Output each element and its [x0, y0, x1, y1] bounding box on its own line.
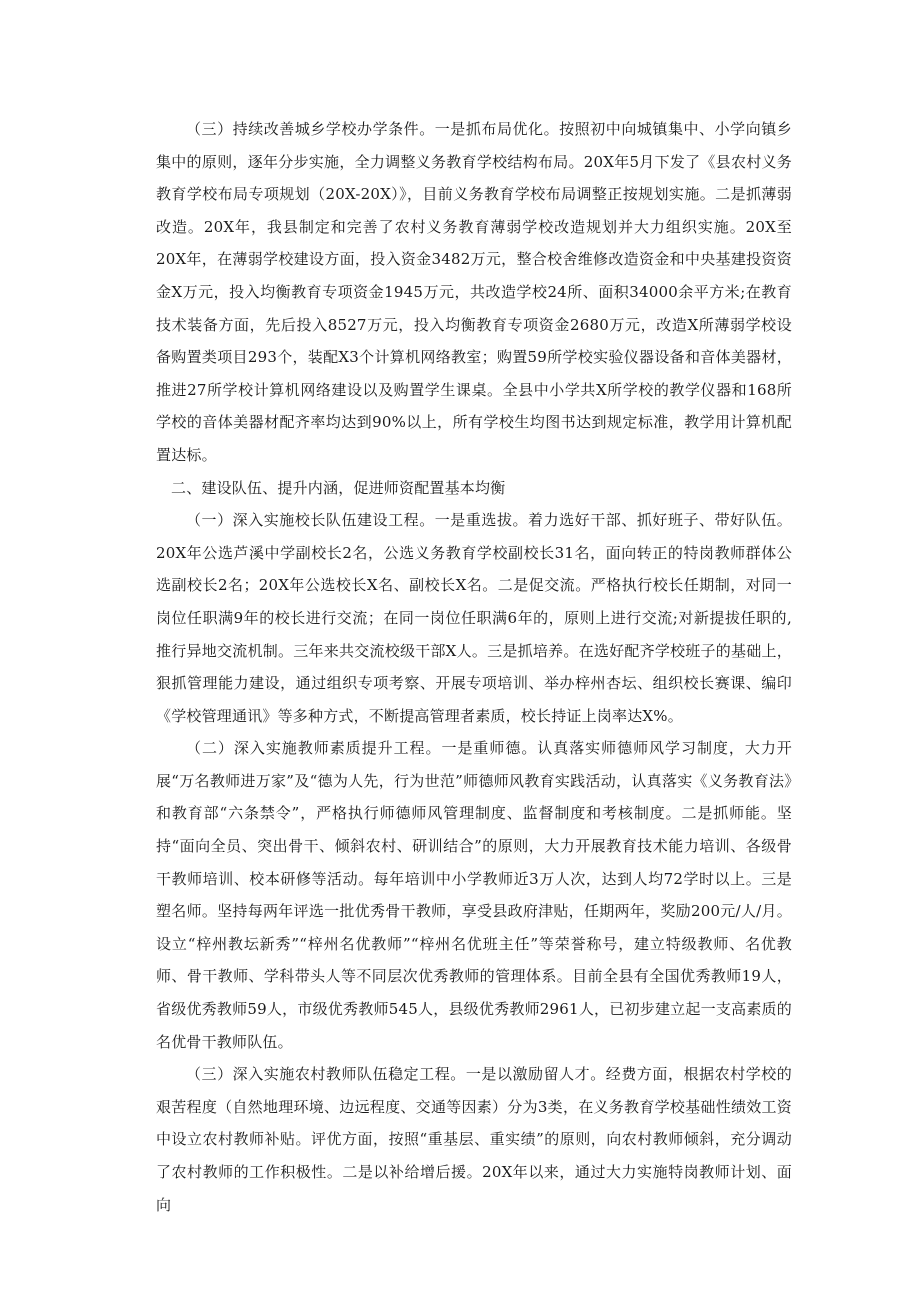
section-heading-teacher-team: 二、建设队伍、提升内涵，促进师资配置基本均衡: [171, 478, 506, 497]
document-body: [156, 113, 792, 1221]
paragraph-principal-team: （一）深入实施校长队伍建设工程。一是重选拔。着力选好干部、抓好班子、带好队伍。20X年公选芦溪中学副校长2名，公选义务教育学校副校长31名，面向转正的特岗教师群体公选副校长2名；20X年公选校长X名、副校长X名。二是促交流。严格执行校长任期制，对同一岗位任职满9年的校长进行交流；在同一岗位任职满6年的，原则上进行交流;对新提拔任职的,推行异地交流机制。三年来共交流校级干部X人。三是抓培养。在选好配齐学校班子的基础上，狠抓管理能力建设，通过组织专项考察、开展专项培训、举办梓州杏坛、组织校长赛课、编印《学校管理通讯》等多种方式，不断提高管理者素质，校长持证上岗率达X%。: [156, 511, 792, 725]
paragraph-school-conditions: （三）持续改善城乡学校办学条件。一是抓布局优化。按照初中向城镇集中、小学向镇乡集中的原则，逐年分步实施，全力调整义务教育学校结构布局。20X年5月下发了《县农村义务教育学校布局专项规划（20X-20X）》，目前义务教育学校布局调整正按规划实施。二是抓薄弱改造。20X年，我县制定和完善了农村义务教育薄弱学校改造规划并大力组织实施。20X至20X年，在薄弱学校建设方面，投入资金3482万元，整合校舍维修改造资金和中央基建投资资金X万元，投入均衡教育专项资金1945万元，共改造学校24所、面积34000余平方米;在教育技术装备方面，先后投入8527万元，投入均衡教育专项资金2680万元，改造X所薄弱学校设备购置类项目293个，装配X3个计算机网络教室；购置59所学校实验仪器设备和音体美器材，推进27所学校计算机网络建设以及购置学生课桌。全县中小学共X所学校的教学仪器和168所学校的音体美器材配齐率均达到90%以上，所有学校生均图书达到规定标准，教学用计算机配置达标。: [156, 120, 792, 464]
paragraph-teacher-quality: （二）深入实施教师素质提升工程。一是重师德。认真落实师德师风学习制度，大力开展“万名教师进万家”及“德为人先，行为世范”师德师风教育实践活动，认真落实《义务教育法》和教育部“六条禁令”，严格执行师德师风管理制度、监督制度和考核制度。二是抓师能。坚持“面向全员、突出骨干、倾斜农村、研训结合”的原则，大力开展教育技术能力培训、各级骨干教师培训、校本研修等活动。每年培训中小学教师近3万人次，达到人均72学时以上。三是塑名师。坚持每两年评选一批优秀骨干教师，享受县政府津贴，任期两年，奖励200元/人/月。设立“梓州教坛新秀”“梓州名优教师”“梓州名优班主任”等荣誉称号，建立特级教师、名优教师、骨干教师、学科带头人等不同层次优秀教师的管理体系。目前全县有全国优秀教师19人，省级优秀教师59人，市级优秀教师545人，县级优秀教师2961人，已初步建立起一支高素质的名优骨干教师队伍。: [156, 739, 792, 1051]
paragraph-rural-teachers: （三）深入实施农村教师队伍稳定工程。一是以激励留人才。经费方面，根据农村学校的艰苦程度（自然地理环境、边远程度、交通等因素）分为3类，在义务教育学校基础性绩效工资中设立农村教师补贴。评优方面，按照“重基层、重实绩”的原则，向农村教师倾斜，充分调动了农村教师的工作积极性。二是以补给增后援。20X年以来，通过大力实施特岗教师计划、面向: [156, 1065, 792, 1214]
